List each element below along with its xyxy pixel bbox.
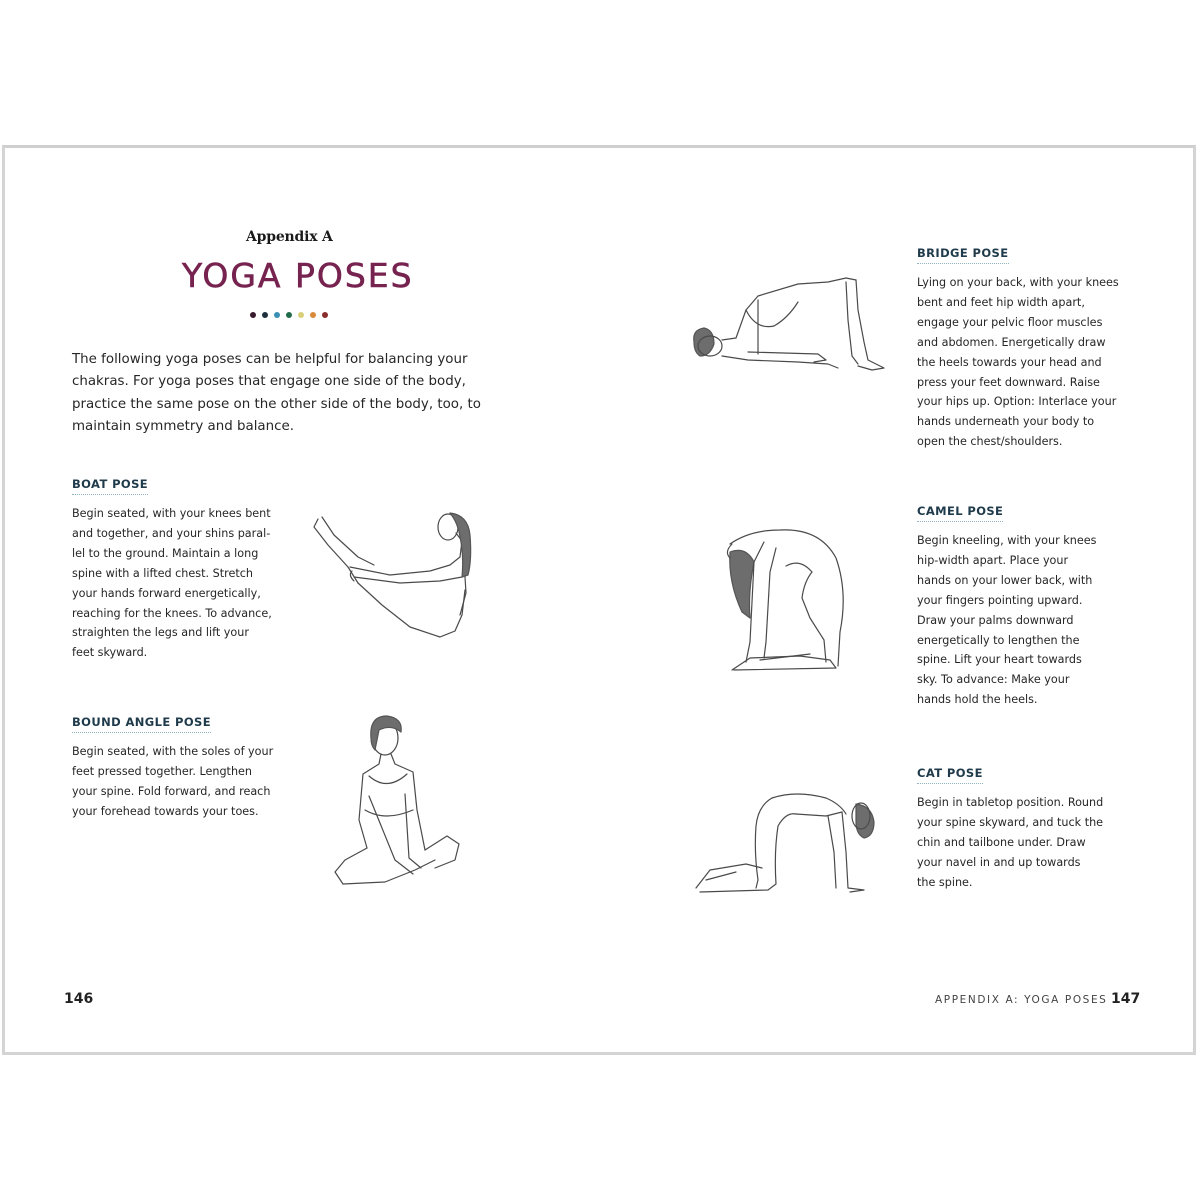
text-line: your hips up. Option: Interlace your [917, 395, 1117, 409]
pose-heading: BRIDGE POSE [917, 246, 1009, 264]
pose-heading: CAMEL POSE [917, 504, 1003, 522]
appendix-label: Appendix A [246, 229, 333, 245]
text-line: Begin seated, with your knees bent [72, 507, 271, 520]
running-head: APPENDIX A: YOGA POSES [935, 994, 1108, 1006]
left-page-number: 146 [64, 991, 94, 1007]
intro-paragraph: The following yoga poses can be helpful for balancing your chakras. For yoga poses that engage one side of the body, practice the same pose on the other side of the body, too, to maintain symmetry and balance. [72, 352, 481, 434]
text-line: straighten the legs and lift your [72, 626, 249, 640]
text-line: energetically to lengthen the [917, 633, 1080, 647]
text-line: Lying on your back, with your knees [917, 276, 1119, 289]
dot-icon [250, 312, 256, 318]
text-line: your hands forward energetically, [72, 586, 261, 600]
text-line: feet skyward. [72, 646, 148, 660]
text-line: feet pressed together. Lengthen [72, 764, 253, 778]
bridge-pose-section [917, 242, 1157, 452]
pose-description [917, 531, 1157, 710]
pose-heading: BOAT POSE [72, 477, 148, 495]
cat-pose-illustration [686, 792, 886, 897]
dot-icon [322, 312, 328, 318]
text-line: press your feet downward. Raise [917, 375, 1100, 389]
dot-icon [262, 312, 268, 318]
text-line: your navel in and up towards [917, 855, 1081, 869]
text-line: reaching for the knees. To advance, [72, 606, 272, 620]
text-line: the heels towards your head and [917, 355, 1102, 369]
page-title: YOGA POSES [182, 256, 414, 295]
pose-heading: BOUND ANGLE POSE [72, 715, 211, 733]
right-page-number: 147 [1111, 991, 1141, 1007]
dot-icon [286, 312, 292, 318]
pose-description [917, 273, 1157, 452]
text-line: and together, and your shins paral- [72, 526, 271, 540]
text-line: open the chest/shoulders. [917, 435, 1063, 449]
text-line: lel to the ground. Maintain a long [72, 546, 259, 560]
text-line: your fingers pointing upward. [917, 593, 1083, 607]
text-line: and abdomen. Energetically draw [917, 335, 1106, 349]
text-line: hip-width apart. Place your [917, 553, 1069, 567]
pose-description [72, 742, 302, 822]
dot-icon [298, 312, 304, 318]
text-line: Begin seated, with the soles of your [72, 745, 274, 758]
text-line: hands underneath your body to [917, 415, 1095, 429]
text-line: hands hold the heels. [917, 693, 1038, 707]
text-line: Begin in tabletop position. Round [917, 796, 1104, 809]
text-line: your spine skyward, and tuck the [917, 815, 1104, 829]
pose-description [917, 793, 1157, 893]
text-line: hands on your lower back, with [917, 573, 1093, 587]
text-line: the spine. [917, 875, 973, 889]
boat-pose-section [72, 473, 302, 663]
bound-angle-pose-section [72, 711, 302, 822]
text-line: spine with a lifted chest. Stretch [72, 566, 253, 580]
text-line: your spine. Fold forward, and reach [72, 784, 271, 798]
camel-pose-illustration [720, 522, 855, 672]
text-line: Draw your palms downward [917, 613, 1074, 627]
boat-pose-illustration [310, 505, 485, 645]
text-line: bent and feet hip width apart, [917, 295, 1085, 309]
dot-icon [310, 312, 316, 318]
text-line: chin and tailbone under. Draw [917, 835, 1086, 849]
text-line: engage your pelvic floor muscles [917, 315, 1103, 329]
text-line: Begin kneeling, with your knees [917, 534, 1097, 547]
text-line: spine. Lift your heart towards [917, 653, 1082, 667]
dot-icon [274, 312, 280, 318]
bridge-pose-illustration [688, 270, 893, 375]
bound-angle-pose-illustration [325, 710, 470, 890]
text-line: your forehead towards your toes. [72, 804, 259, 818]
pose-description [72, 504, 302, 663]
chakra-color-dots [250, 312, 328, 318]
cat-pose-section [917, 762, 1157, 893]
pose-heading: CAT POSE [917, 766, 983, 784]
text-line: sky. To advance: Make your [917, 673, 1070, 687]
camel-pose-section [917, 500, 1157, 710]
